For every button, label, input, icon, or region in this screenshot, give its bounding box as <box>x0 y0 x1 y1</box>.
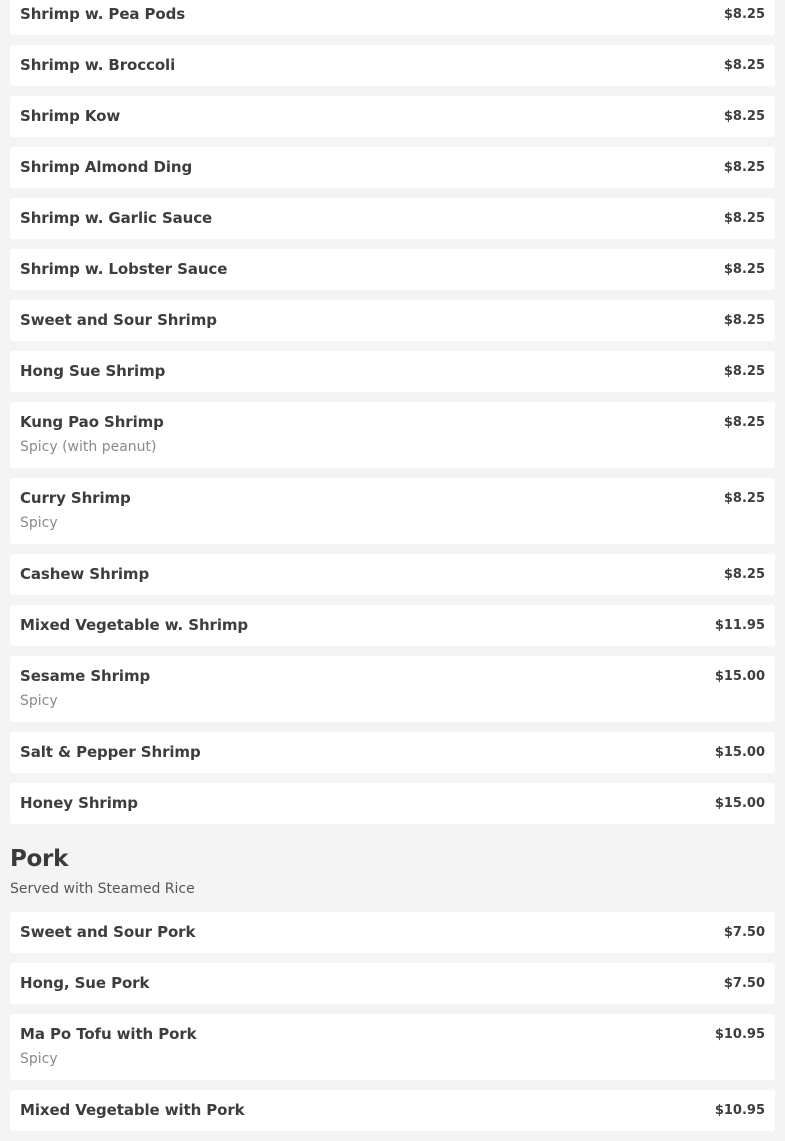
item-price: $8.25 <box>723 211 765 226</box>
item-name: Cashew Shrimp <box>20 565 150 583</box>
menu-item[interactable] <box>10 656 775 722</box>
menu-item[interactable] <box>10 783 775 824</box>
item-price: $8.25 <box>723 364 765 379</box>
item-price: $8.25 <box>723 160 765 175</box>
item-name: Shrimp w. Broccoli <box>20 56 176 74</box>
menu-item[interactable] <box>10 605 775 646</box>
item-description: Spicy <box>20 1051 58 1067</box>
item-price: $8.25 <box>723 262 765 277</box>
menu-item[interactable] <box>10 96 775 137</box>
item-price: $8.25 <box>723 7 765 22</box>
section-title: Pork <box>10 846 69 872</box>
item-name: Mixed Vegetable with Pork <box>20 1101 245 1119</box>
item-name: Hong Sue Shrimp <box>20 362 166 380</box>
item-price: $7.50 <box>723 925 765 940</box>
item-name: Shrimp w. Lobster Sauce <box>20 260 228 278</box>
item-name: Hong, Sue Pork <box>20 974 150 992</box>
pork-items <box>10 912 775 1131</box>
item-name: Mixed Vegetable w. Shrimp <box>20 616 249 634</box>
item-description: Spicy <box>20 693 58 709</box>
menu-item[interactable] <box>10 0 775 35</box>
item-name: Shrimp Almond Ding <box>20 158 193 176</box>
item-name: Shrimp w. Pea Pods <box>20 5 186 23</box>
menu-item[interactable] <box>10 198 775 239</box>
item-name: Kung Pao Shrimp <box>20 413 164 431</box>
section-header-pork <box>10 834 775 912</box>
menu-item[interactable] <box>10 478 775 544</box>
item-name: Sweet and Sour Pork <box>20 923 196 941</box>
menu-item[interactable] <box>10 912 775 953</box>
item-price: $15.00 <box>714 669 765 684</box>
item-price: $7.50 <box>723 976 765 991</box>
item-price: $8.25 <box>723 58 765 73</box>
item-price: $8.25 <box>723 415 765 430</box>
item-price: $10.95 <box>714 1103 765 1118</box>
menu-list <box>10 0 775 1141</box>
item-name: Honey Shrimp <box>20 794 138 812</box>
item-price: $8.25 <box>723 567 765 582</box>
menu-item[interactable] <box>10 1014 775 1080</box>
item-description: Spicy (with peanut) <box>20 439 157 455</box>
item-price: $8.25 <box>723 491 765 506</box>
menu-item[interactable] <box>10 351 775 392</box>
item-price: $15.00 <box>714 796 765 811</box>
menu-item[interactable] <box>10 249 775 290</box>
menu-item[interactable] <box>10 963 775 1004</box>
item-price: $10.95 <box>714 1027 765 1042</box>
menu-item[interactable] <box>10 402 775 468</box>
item-name: Sweet and Sour Shrimp <box>20 311 217 329</box>
item-price: $8.25 <box>723 313 765 328</box>
item-price: $8.25 <box>723 109 765 124</box>
menu-item[interactable] <box>10 1090 775 1131</box>
menu-item[interactable] <box>10 732 775 773</box>
item-name: Sesame Shrimp <box>20 667 151 685</box>
item-description: Spicy <box>20 515 58 531</box>
shrimp-items <box>10 0 775 824</box>
item-name: Shrimp Kow <box>20 107 121 125</box>
section-subtitle: Served with Steamed Rice <box>10 881 195 897</box>
item-name: Ma Po Tofu with Pork <box>20 1025 197 1043</box>
item-name: Shrimp w. Garlic Sauce <box>20 209 213 227</box>
menu-item[interactable] <box>10 45 775 86</box>
item-name: Curry Shrimp <box>20 489 131 507</box>
item-price: $15.00 <box>714 745 765 760</box>
menu-item[interactable] <box>10 147 775 188</box>
menu-item[interactable] <box>10 554 775 595</box>
item-price: $11.95 <box>714 618 765 633</box>
menu-item[interactable] <box>10 300 775 341</box>
item-name: Salt & Pepper Shrimp <box>20 743 201 761</box>
